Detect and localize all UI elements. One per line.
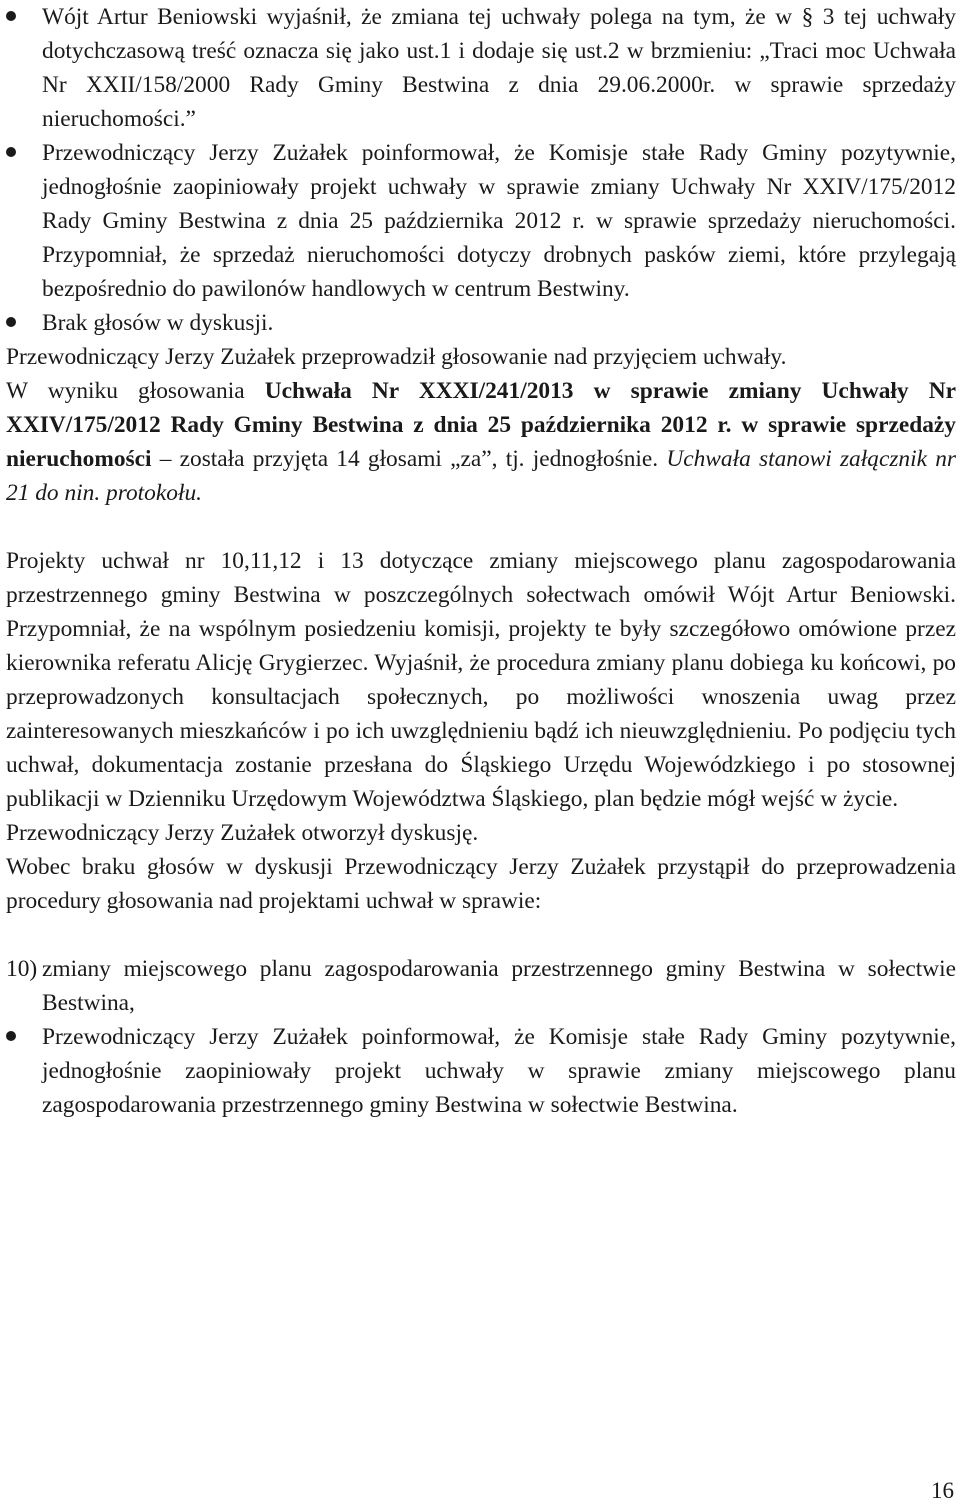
bullet-paragraph-no-discussion: Brak głosów w dyskusji. — [6, 306, 956, 340]
item-number: 10) — [6, 956, 38, 982]
spacer — [6, 918, 956, 952]
paragraph-spatial-plan-projects: Projekty uchwał nr 10,11,12 i 13 dotyczące zmiany miejscowego planu zagospodarowania przestrzennego gminy Bestwina w poszczególnych sołectwach omówił Wójt Artur Beniowski. Przypomniał, że na wspólnym posiedzeniu komisji, projekty te były szczegółowo omówione przez kierownika referatu Alicję Grygierzec. Wyjaśnił, że procedura zmiany planu dobiega ku końcowi, po przeprowadzonych konsultacjach społecznych, po możliwości wnoszenia uwag przez zainteresowanych mieszkańców i po ich uwzględnieniu bądź ich nieuwzględnieniu. Po podjęciu tych uchwał, dokumentacja zostanie przesłana do Śląskiego Urzędu Wojewódzkiego i po stosownej publikacji w Dzienniku Urzędowym Województwa Śląskiego, plan będzie mógł wejść w życie. — [6, 548, 956, 812]
numbered-item-10 — [6, 952, 956, 1020]
page-number: 16 — [931, 1478, 954, 1503]
bullet-paragraph-committee-opinion: Przewodniczący Jerzy Zużałek poinformował, że Komisje stałe Rady Gminy pozytywnie, jednogłośnie zaopiniowały projekt uchwały w sprawie zmiany Uchwały Nr XXIV/175/2012 Rady Gminy Bestwina z dnia 25 października 2012 r. w sprawie sprzedaży nieruchomości. Przypomniał, że sprzedaż nieruchomości dotyczy drobnych pasków ziemi, które przylegają bezpośrednio do pawilonów handlowych w centrum Bestwiny. — [6, 136, 956, 306]
document-page — [6, 0, 956, 1122]
paragraph-voting-procedure: Wobec braku głosów w dyskusji Przewodniczący Jerzy Zużałek przystąpił do przeprowadzenia procedury głosowania nad projektami uchwał w sprawie: — [6, 854, 956, 914]
bullet-paragraph-committee-opinion-plan: Przewodniczący Jerzy Zużałek poinformował, że Komisje stałe Rady Gminy pozytywnie, jednogłośnie zaopiniowały projekt uchwały w sprawie zmiany miejscowego planu zagospodarowania przestrzennego gminy Bestwina w sołectwie Bestwina. — [6, 1020, 956, 1122]
attachment-note: Uchwała stanowi załącznik nr 21 do nin. protokołu. — [6, 446, 956, 506]
voting-result-intro: W wyniku głosowania — [6, 378, 265, 404]
paragraph-voting-result — [6, 374, 956, 510]
resolution-title: Uchwała Nr XXXI/241/2013 w sprawie zmiany Uchwały Nr XXIV/175/2012 Rady Gminy Bestwina z dnia 25 października 2012 r. w sprawie sprzedaży nieruchomości — [6, 378, 956, 472]
item-text: zmiany miejscowego planu zagospodarowania przestrzennego gminy Bestwina w sołectwie Bestwina, — [42, 956, 956, 1016]
paragraph-voting-conducted: Przewodniczący Jerzy Zużałek przeprowadził głosowanie nad przyjęciem uchwały. — [6, 344, 787, 370]
voting-result-text: – została przyjęta 14 głosami „za”, tj. jednogłośnie. — [151, 446, 667, 472]
bullet-paragraph-wojt-explanation: Wójt Artur Beniowski wyjaśnił, że zmiana tej uchwały polega na tym, że w § 3 tej uchwały dotychczasową treść oznacza się jako ust.1 i dodaje się ust.2 w brzmieniu: „Traci moc Uchwała Nr XXII/158/2000 Rady Gminy Bestwina z dnia 29.06.2000r. w sprawie sprzedaży nieruchomości.” — [6, 0, 956, 136]
paragraph-discussion-opened: Przewodniczący Jerzy Zużałek otworzył dyskusję. — [6, 820, 479, 846]
spacer — [6, 510, 956, 544]
